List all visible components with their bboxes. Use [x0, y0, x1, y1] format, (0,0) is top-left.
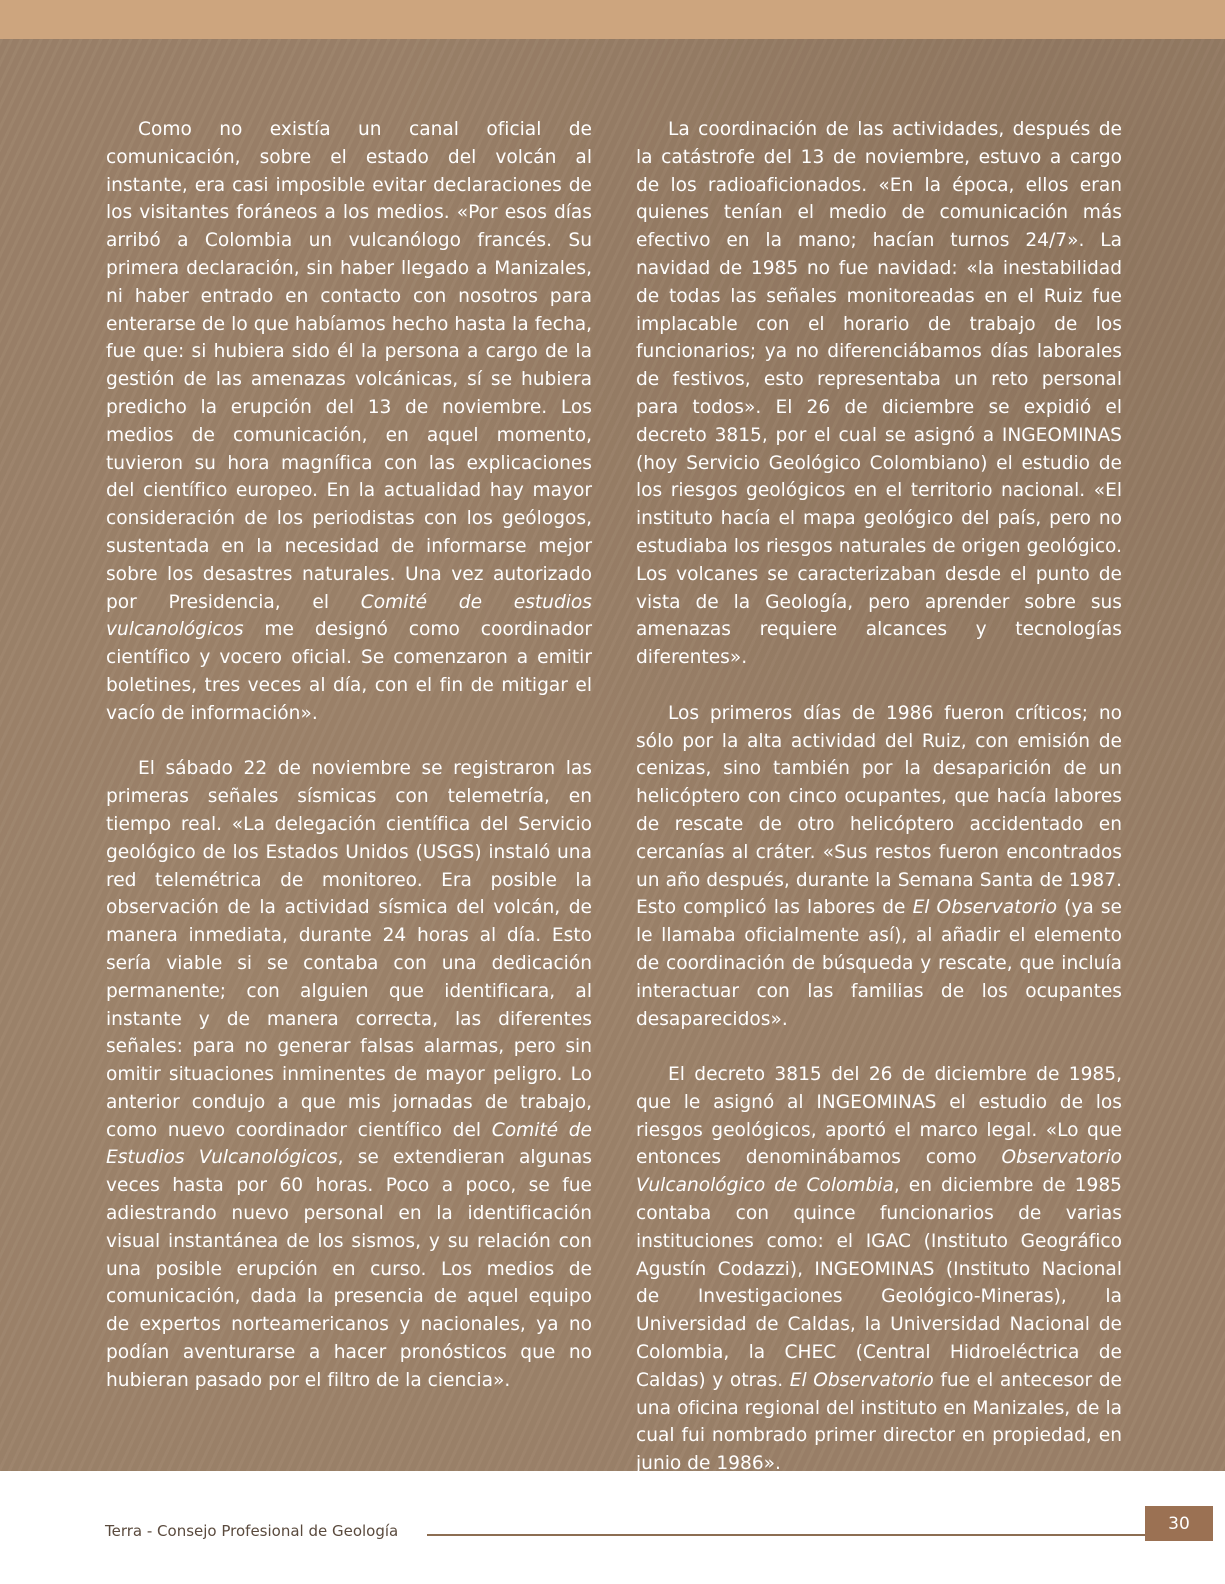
article-panel	[0, 39, 1225, 1475]
italic-title: El Observatorio	[912, 897, 1058, 919]
italic-title: El Observatorio	[789, 1369, 934, 1391]
paragraph: Los primeros días de 1986 fueron críticos; no sólo por la alta actividad del Ruiz, con emisión de cenizas, sino también por la desaparición de un helicóptero con cinco ocupantes, que hacía labores de rescate de otro helicóptero accidentado en cercanías al cráter. «Sus restos fueron encontrados un año después, durante la Semana Santa de 1987. Esto complicó las labores de El Observatorio (ya se le llamaba oficialmente así), al añadir el elemento de coordinación de búsqueda y rescate, que incluía interactuar con las familias de los ocupantes desaparecidos».	[636, 702, 1122, 1030]
page-number: 30	[1145, 1506, 1213, 1541]
publication-name: Terra - Consejo Profesional de Geología	[105, 1522, 399, 1540]
italic-title: Observatorio Vulcanológico de Colombia	[636, 1147, 1122, 1197]
left-column	[106, 116, 592, 1395]
paragraph: El decreto 3815 del 26 de diciembre de 1985, que le asignó al INGEOMINAS el estudio de los riesgos geológicos, aportó el marco legal. «Lo que entonces denominábamos como Observatorio Vulcanológico de Colombia, en diciembre de 1985 contaba con quince funcionarios de varias instituciones como: el IGAC (Instituto Geográfico Agustín Codazzi), INGEOMINAS (Instituto Nacional de Investigaciones Geológico-Mineras), la Universidad de Caldas, la Universidad Nacional de Colombia, la CHEC (Central Hidroeléctrica de Caldas) y otras. El Observatorio fue el antecesor de una oficina regional del instituto en Manizales, de la cual fui nombrado primer director en propiedad, en junio de 1986».	[636, 1064, 1122, 1475]
paragraph: Como no existía un canal oficial de comunicación, sobre el estado del volcán al instante, era casi imposible evitar declaraciones de los visitantes foráneos a los medios. «Por esos días arribó a Colombia un vulcanólogo francés. Su primera declaración, sin haber llegado a Manizales, ni haber entrado en contacto con nosotros para enterarse de lo que habíamos hecho hasta la fecha, fue que: si hubiera sido él la persona a cargo de la gestión de las amenazas volcánicas, sí se hubiera predicho la erupción del 13 de noviembre. Los medios de comunicación, en aquel momento, tuvieron su hora magnífica con las explicaciones del científico europeo. En la actualidad hay mayor consideración de los periodistas con los geólogos, sustentada en la necesidad de informarse mejor sobre los desastres naturales. Una vez autorizado por Presidencia, el Comité de estudios vulcanológicos me designó como coordinador científico y vocero oficial. Se comenzaron a emitir boletines, tres veces al día, con el fin de mitigar el vacío de información».	[106, 119, 592, 724]
footer-divider	[427, 1534, 1145, 1536]
top-band	[0, 0, 1225, 39]
italic-title: Comité de Estudios Vulcanológicos	[106, 1119, 592, 1169]
right-column	[636, 116, 1122, 1478]
paragraph: La coordinación de las actividades, después de la catástrofe del 13 de noviembre, estuvo a cargo de los radioaficionados. «En la época, ellos eran quienes tenían el medio de comunicación más efectivo en la mano; hacían turnos 24/7». La navidad de 1985 no fue navidad: «la inestabilidad de todas las señales monitoreadas en el Ruiz fue implacable con el horario de trabajo de los funcionarios; ya no diferenciábamos días laborales de festivos, esto representaba un reto personal para todos». El 26 de diciembre se expidió el decreto 3815, por el cual se asignó a INGEOMINAS (hoy Servicio Geológico Colombiano) el estudio de los riesgos geológicos en el territorio nacional. «El instituto hacía el mapa geológico del país, pero no estudiaba los riesgos naturales de origen geológico. Los volcanes se caracterizaban desde el punto de vista de la Geología, pero aprender sobre sus amenazas requiere alcances y tecnologías diferentes».	[636, 119, 1122, 669]
italic-title: Comité de estudios vulcanológicos	[106, 591, 592, 641]
paragraph: El sábado 22 de noviembre se registraron las primeras señales sísmicas con telemetría, en tiempo real. «La delegación científica del Servicio geológico de los Estados Unidos (USGS) instaló una red telemétrica de monitoreo. Era posible la observación de la actividad sísmica del volcán, de manera inmediata, durante 24 horas al día. Esto sería viable si se contaba con una dedicación permanente; con alguien que identificara, al instante y de manera correcta, las diferentes señales: para no generar falsas alarmas, pero sin omitir situaciones inminentes de mayor peligro. Lo anterior condujo a que mis jornadas de trabajo, como nuevo coordinador científico del Comité de Estudios Vulcanológicos, se extendieran algunas veces hasta por 60 horas. Poco a poco, se fue adiestrando nuevo personal en la identificación visual instantánea de los sismos, y su relación con una posible erupción en curso. Los medios de comunicación, dada la presencia de aquel equipo de expertos norteamericanos y nacionales, ya no podían aventurarse a hacer pronósticos que no hubieran pasado por el filtro de la ciencia».	[106, 758, 592, 1391]
